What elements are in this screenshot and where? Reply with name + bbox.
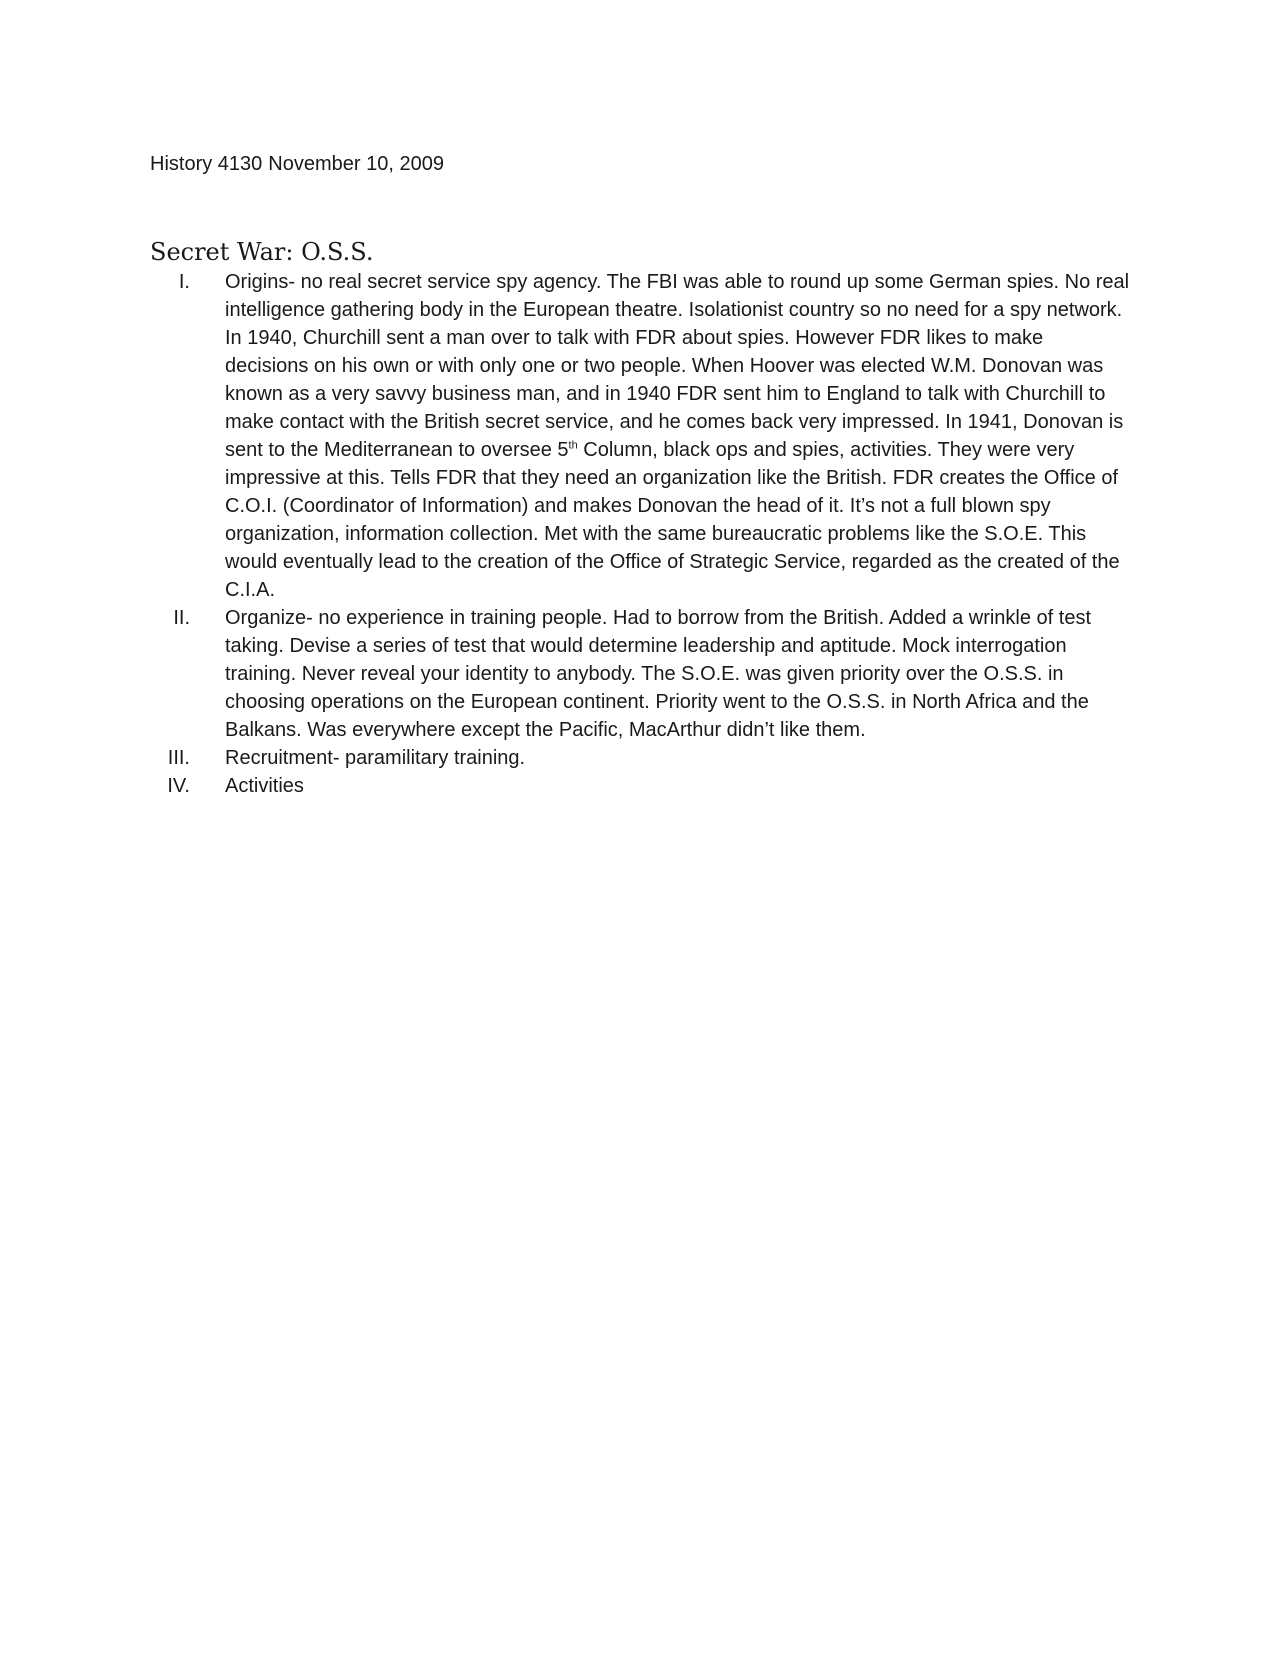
outline-item <box>150 772 1130 800</box>
outline-item-text <box>225 268 1130 604</box>
date-label: November 10, 2009 <box>268 153 444 175</box>
outline-item-text: Recruitment- paramilitary training. <box>225 747 526 769</box>
outline-item <box>150 604 1130 744</box>
ordinal-superscript: th <box>568 439 578 452</box>
outline-numeral: IV. <box>167 775 190 797</box>
document-header <box>150 150 444 178</box>
outline-item-text: Organize- no experience in training people. Had to borrow from the British. Added a wrinkle of test taking. Devise a series of test that would determine leadership and aptitude. Mock interrogation training. Never reveal your identity to anybody. The S.O.E. was given priority over the O.S.S. in choosing operations on the European continent. Priority went to the O.S.S. in North Africa and the Balkans. Was everywhere except the Pacific, MacArthur didn’t like them. <box>225 607 1092 741</box>
document-title: Secret War: O.S.S. <box>150 238 374 266</box>
outline-text-part: Column, black ops and spies, activities. They were very impressive at this. Tells FDR that they need an organization like the British. FDR creates the Office of C.O.I. (Coordinator of Information) and makes Donovan the head of it. It’s not a full blown spy organization, information collection. Met with the same bureaucratic problems like the S.O.E. This would eventually lead to the creation of the Office of Strategic Service, regarded as the created of the C.I.A. <box>225 439 1120 601</box>
outline-item <box>150 744 1130 772</box>
outline-numeral: I. <box>178 271 190 293</box>
outline-numeral: III. <box>167 747 190 769</box>
outline-list <box>150 268 1130 800</box>
outline-numeral: II. <box>173 607 190 629</box>
outline-text-part: Origins- no real secret service spy agency. The FBI was able to round up some German spies. No real intelligence gathering body in the European theatre. Isolationist country so no need for a spy network. In 1940, Churchill sent a man over to talk with FDR about spies. However FDR likes to make decisions on his own or with only one or two people. When Hoover was elected W.M. Donovan was known as a very savvy business man, and in 1940 FDR sent him to England to talk with Churchill to make contact with the British secret service, and he comes back very impressed. In 1941, Donovan is sent to the Mediterranean to oversee 5 <box>225 271 1130 461</box>
course-label: History 4130 <box>150 153 263 175</box>
outline-item <box>150 268 1130 604</box>
outline-item-text: Activities <box>225 775 304 797</box>
